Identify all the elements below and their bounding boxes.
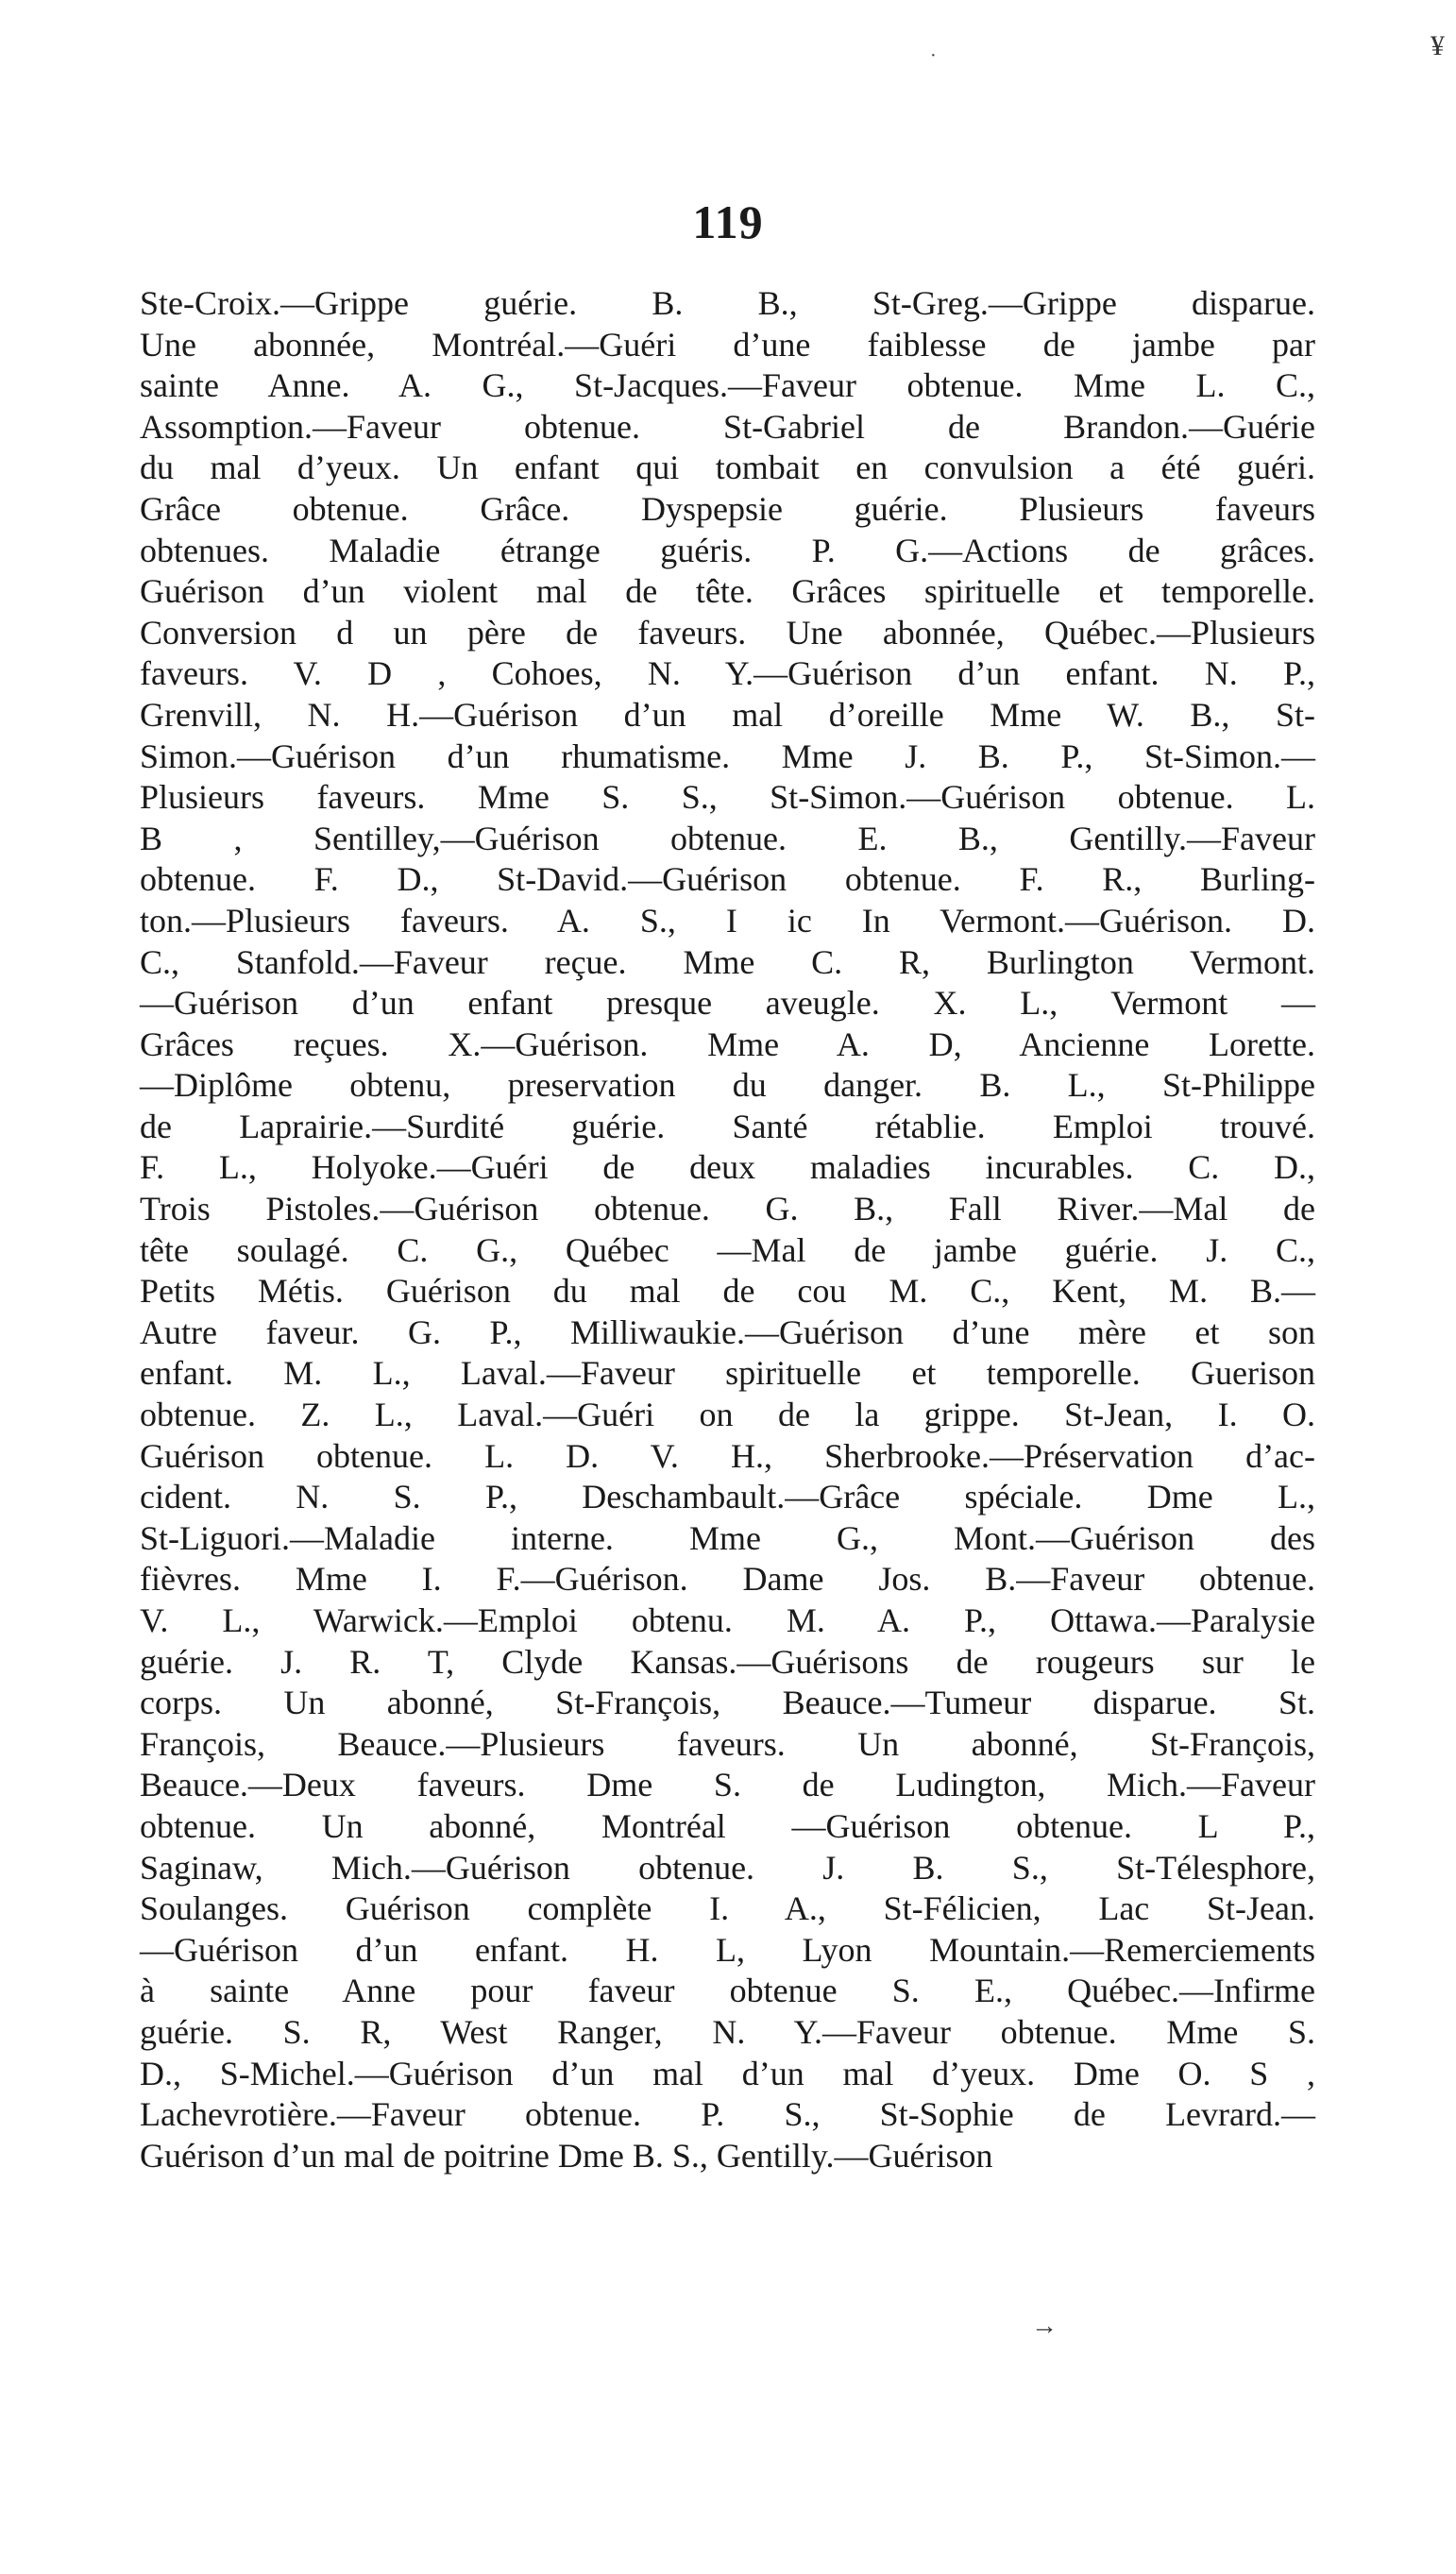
- text-line: V. L., Warwick.—Emploi obtenu. M. A. P., Ottawa.—Paralysie: [140, 1601, 1315, 1639]
- text-line: François, Beauce.—Plusieurs faveurs. Un abonné, St-François,: [140, 1724, 1315, 1763]
- text-line: Une abonnée, Montréal.—Guéri d’une faiblesse de jambe par: [140, 325, 1315, 364]
- text-line: obtenue. Z. L., Laval.—Guéri on de la grippe. St-Jean, I. O.: [140, 1396, 1315, 1434]
- text-line: tête soulagé. C. G., Québec —Mal de jambe guérie. J. C.,: [140, 1230, 1315, 1269]
- margin-mark-top-right: ¥: [1431, 30, 1445, 61]
- text-line: Simon.—Guérison d’un rhumatisme. Mme J. B. P., St-Simon.—: [140, 737, 1315, 775]
- text-line: —Guérison d’un enfant presque aveugle. X. L., Vermont —: [140, 984, 1315, 1023]
- text-line: —Guérison d’un enfant. H. L, Lyon Mountain.—Remerciements: [140, 1930, 1315, 1969]
- text-line: Guérison d’un violent mal de tête. Grâces spirituelle et temporelle.: [140, 572, 1315, 611]
- body-text: [140, 283, 1315, 2176]
- text-line: Saginaw, Mich.—Guérison obtenue. J. B. S., St-Télesphore,: [140, 1848, 1315, 1887]
- text-line: de Laprairie.—Surdité guérie. Santé rétablie. Emploi trouvé.: [140, 1107, 1315, 1145]
- text-line: du mal d’yeux. Un enfant qui tombait en convulsion a été guéri.: [140, 449, 1315, 487]
- text-line: Grâces reçues. X.—Guérison. Mme A. D, Ancienne Lorette.: [140, 1025, 1315, 1063]
- text-line: fièvres. Mme I. F.—Guérison. Dame Jos. B.—Faveur obtenue.: [140, 1560, 1315, 1599]
- text-line: obtenue. Un abonné, Montréal —Guérison obtenue. L P.,: [140, 1806, 1315, 1845]
- text-line: Autre faveur. G. P., Milliwaukie.—Guérison d’une mère et son: [140, 1312, 1315, 1351]
- text-line: guérie. J. R. T, Clyde Kansas.—Guérisons de rougeurs sur le: [140, 1642, 1315, 1681]
- text-line: Lachevrotière.—Faveur obtenue. P. S., St-Sophie de Levrard.—: [140, 2095, 1315, 2134]
- text-line: Guérison obtenue. L. D. V. H., Sherbrooke.—Préservation d’ac-: [140, 1436, 1315, 1475]
- margin-mark-top-mid: ·: [930, 45, 937, 66]
- text-line: C., Stanfold.—Faveur reçue. Mme C. R, Burlington Vermont.: [140, 942, 1315, 981]
- text-line: faveurs. V. D , Cohoes, N. Y.—Guérison d’un enfant. N. P.,: [140, 654, 1315, 693]
- text-line: Grenvill, N. H.—Guérison d’un mal d’oreille Mme W. B., St-: [140, 695, 1315, 734]
- text-line: corps. Un abonné, St-François, Beauce.—Tumeur disparue. St.: [140, 1684, 1315, 1722]
- text-line: Conversion d un père de faveurs. Une abonnée, Québec.—Plusieurs: [140, 613, 1315, 652]
- text-line: B , Sentilley,—Guérison obtenue. E. B., Gentilly.—Faveur: [140, 819, 1315, 857]
- text-line: à sainte Anne pour faveur obtenue S. E., Québec.—Infirme: [140, 1972, 1315, 2010]
- text-line: obtenues. Maladie étrange guéris. P. G.—Actions de grâces.: [140, 531, 1315, 569]
- text-line: D., S-Michel.—Guérison d’un mal d’un mal d’yeux. Dme O. S ,: [140, 2054, 1315, 2092]
- text-line: Trois Pistoles.—Guérison obtenue. G. B., Fall River.—Mal de: [140, 1190, 1315, 1228]
- page-number: 119: [692, 195, 764, 248]
- text-line: Grâce obtenue. Grâce. Dyspepsie guérie. Plusieurs faveurs: [140, 489, 1315, 528]
- text-line: enfant. M. L., Laval.—Faveur spirituelle et temporelle. Guerison: [140, 1354, 1315, 1393]
- text-line: guérie. S. R, West Ranger, N. Y.—Faveur obtenue. Mme S.: [140, 2012, 1315, 2051]
- margin-mark-bottom: →: [1031, 2312, 1058, 2341]
- text-line: ton.—Plusieurs faveurs. A. S., I ic In Vermont.—Guérison. D.: [140, 901, 1315, 940]
- text-line: cident. N. S. P., Deschambault.—Grâce spéciale. Dme L.,: [140, 1478, 1315, 1516]
- text-line: Beauce.—Deux faveurs. Dme S. de Ludington, Mich.—Faveur: [140, 1766, 1315, 1804]
- text-line: Ste-Croix.—Grippe guérie. B. B., St-Greg.—Grippe disparue.: [140, 284, 1315, 322]
- text-line: Petits Métis. Guérison du mal de cou M. C., Kent, M. B.—: [140, 1272, 1315, 1311]
- text-line: Soulanges. Guérison complète I. A., St-Félicien, Lac St-Jean.: [140, 1889, 1315, 1928]
- text-line: Plusieurs faveurs. Mme S. S., St-Simon.—Guérison obtenue. L.: [140, 778, 1315, 817]
- text-line: sainte Anne. A. G., St-Jacques.—Faveur obtenue. Mme L. C.,: [140, 366, 1315, 405]
- text-line: F. L., Holyoke.—Guéri de deux maladies incurables. C. D.,: [140, 1148, 1315, 1187]
- text-line: obtenue. F. D., St-David.—Guérison obtenue. F. R., Burling-: [140, 860, 1315, 899]
- text-line: Guérison d’un mal de poitrine Dme B. S., Gentilly.—Guérison: [140, 2136, 993, 2175]
- text-line: —Diplôme obtenu, preservation du danger. B. L., St-Philippe: [140, 1066, 1315, 1105]
- text-line: Assomption.—Faveur obtenue. St-Gabriel de Brandon.—Guérie: [140, 407, 1315, 446]
- text-line: St-Liguori.—Maladie interne. Mme G., Mont.—Guérison des: [140, 1518, 1315, 1557]
